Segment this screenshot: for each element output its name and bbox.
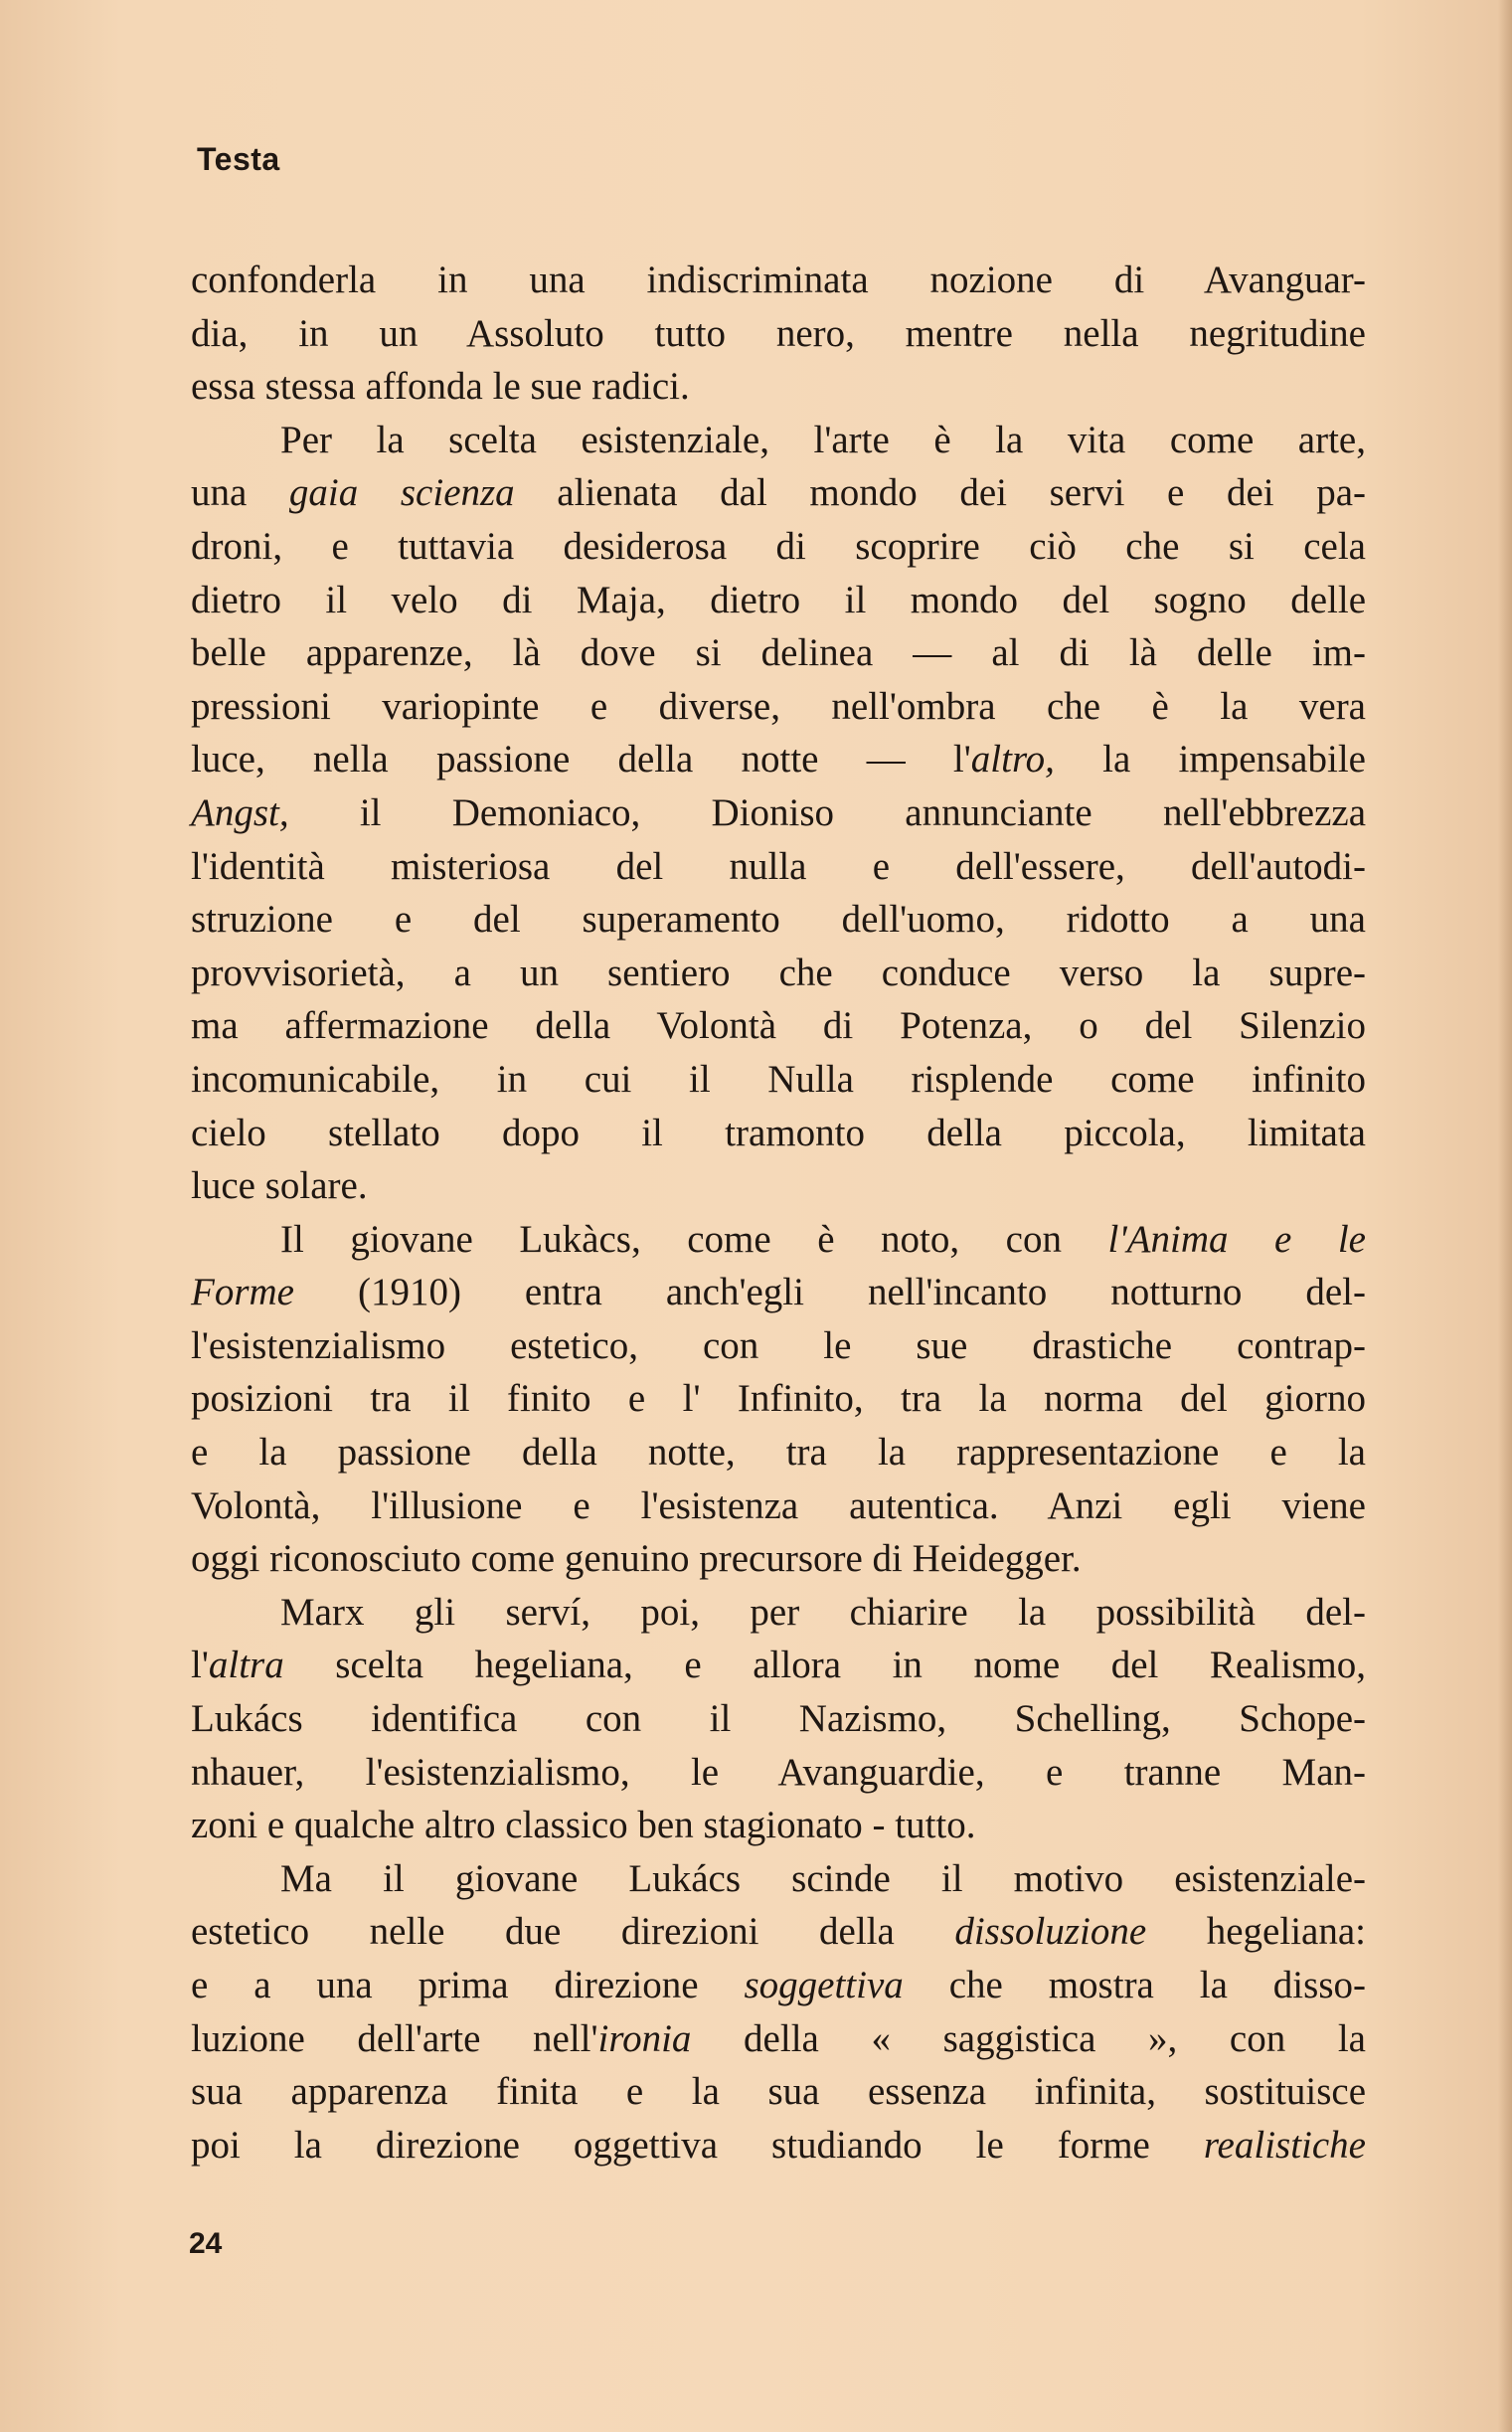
text-line [191,574,1366,627]
text-span: Il giovane Lukàcs, come è noto, con [280,1217,1108,1261]
text-line [191,1319,1366,1373]
text-line [191,360,1366,414]
text-span: cielo stellato dopo il tramonto della piccola, limitata [191,1111,1366,1154]
page-number: 24 [189,2227,223,2260]
italic-text: dissoluzione [954,1910,1147,1954]
text-span: Marx gli serví, poi, per chiarire la possibilità del- [280,1590,1366,1634]
text-line [191,1266,1366,1319]
text-span: luzione dell'arte nell' [191,2016,598,2060]
text-line [191,786,1366,840]
text-line [191,2119,1366,2172]
text-line [191,1053,1366,1107]
text-span: (1910) entra anch'egli nell'incanto notturno del- [293,1271,1366,1314]
body-text [191,254,1366,2171]
italic-text: Forme [191,1271,294,1314]
text-span: e la passione della notte, tra la rappresentazione e la [191,1431,1366,1475]
text-span: nhauer, l'esistenzialismo, le Avanguardie, e tranne Man- [191,1750,1366,1794]
text-span: Ma il giovane Lukács scinde il motivo esistenziale- [280,1856,1366,1900]
page-edge-shadow [1498,0,1512,2432]
text-span: oggi riconosciuto come genuino precursore di Heidegger. [191,1537,1082,1581]
italic-text: Angst, [191,790,289,834]
text-span: poi la direzione oggettiva studiando le forme [191,2123,1204,2167]
text-span: Per la scelta esistenziale, l'arte è la vita come arte, [280,418,1366,461]
text-span: l'esistenzialismo estetico, con le sue drastiche contrap- [191,1323,1366,1367]
text-line [191,999,1366,1053]
text-span: che mostra la disso- [903,1964,1366,2006]
italic-text: l'Anima e le [1107,1217,1366,1261]
text-span: luce solare. [191,1164,368,1208]
text-line [191,1746,1366,1800]
italic-text: altro, [970,738,1055,782]
text-line [191,1479,1366,1533]
text-line [191,1586,1366,1640]
text-span: una [191,471,289,515]
text-span: incomunicabile, in cui il Nulla risplende come infinito [191,1057,1366,1101]
text-line [191,1372,1366,1426]
text-span: luce, nella passione della notte — l' [191,738,971,782]
text-span: hegeliana: [1146,1910,1366,1954]
text-line [191,893,1366,947]
text-line [191,626,1366,680]
text-line [191,1426,1366,1479]
text-span: l'identità misteriosa del nulla e dell'essere, dell'autodi- [191,844,1366,888]
text-span: alienata dal mondo dei servi e dei pa- [514,471,1366,515]
text-line [191,733,1366,786]
text-line [191,1852,1366,1906]
text-span: il Demoniaco, Dioniso annunciante nell'ebbrezza [288,790,1366,834]
text-span: ma affermazione della Volontà di Potenza, o del Silenzio [191,1004,1366,1048]
text-span: scelta hegeliana, e allora in nome del Realismo, [283,1644,1366,1687]
text-line [191,1799,1366,1852]
text-span: posizioni tra il finito e l' Infinito, tra la norma del giorno [191,1377,1366,1421]
text-line [191,1905,1366,1959]
text-line [191,1692,1366,1746]
text-span: estetico nelle due direzioni della [191,1910,955,1954]
text-line [191,1959,1366,2012]
text-span: dietro il velo di Maja, dietro il mondo del sogno delle [191,578,1366,621]
text-line [191,840,1366,894]
text-line [191,466,1366,520]
italic-text: realistiche [1203,2123,1366,2167]
text-line [191,680,1366,734]
text-line [191,520,1366,574]
italic-text: ironia [597,2016,692,2060]
text-span: e a una prima direzione [191,1964,745,2006]
text-span: confonderla in una indiscriminata nozione di Avanguar- [191,259,1366,301]
text-span: belle apparenze, là dove si delinea — al di là delle im- [191,631,1366,675]
text-span: della « saggistica », con la [691,2016,1366,2060]
text-line [191,2065,1366,2119]
text-line [191,414,1366,467]
italic-text: altra [208,1644,284,1687]
italic-text: gaia scienza [288,471,515,515]
text-span: sua apparenza finita e la sua essenza infinita, sostituisce [191,2070,1366,2114]
text-span: Lukács identifica con il Nazismo, Schelling, Schope- [191,1697,1366,1741]
italic-text: soggettiva [744,1964,904,2006]
text-line [191,1159,1366,1213]
text-span: droni, e tuttavia desiderosa di scoprire ciò che si cela [191,524,1366,568]
text-line [191,1639,1366,1692]
text-span: provvisorietà, a un sentiero che conduce verso la supre- [191,951,1366,994]
text-line [191,254,1366,307]
text-span: l' [191,1644,209,1687]
text-line [191,1532,1366,1586]
text-line [191,307,1366,361]
text-line [191,1107,1366,1160]
text-line [191,947,1366,1000]
text-span: Volontà, l'illusione e l'esistenza autentica. Anzi egli viene [191,1483,1366,1527]
text-span: essa stessa affonda le sue radici. [191,365,690,409]
text-span: struzione e del superamento dell'uomo, ridotto a una [191,898,1366,942]
text-span: la impensabile [1054,738,1366,782]
text-span: pressioni variopinte e diverse, nell'ombra che è la vera [191,684,1366,728]
text-span: zoni e qualche altro classico ben stagionato - tutto. [191,1804,976,1847]
text-line [191,2012,1366,2066]
text-span: dia, in un Assoluto tutto nero, mentre nella negritudine [191,311,1366,355]
running-header: Testa [197,141,280,177]
text-line [191,1213,1366,1267]
